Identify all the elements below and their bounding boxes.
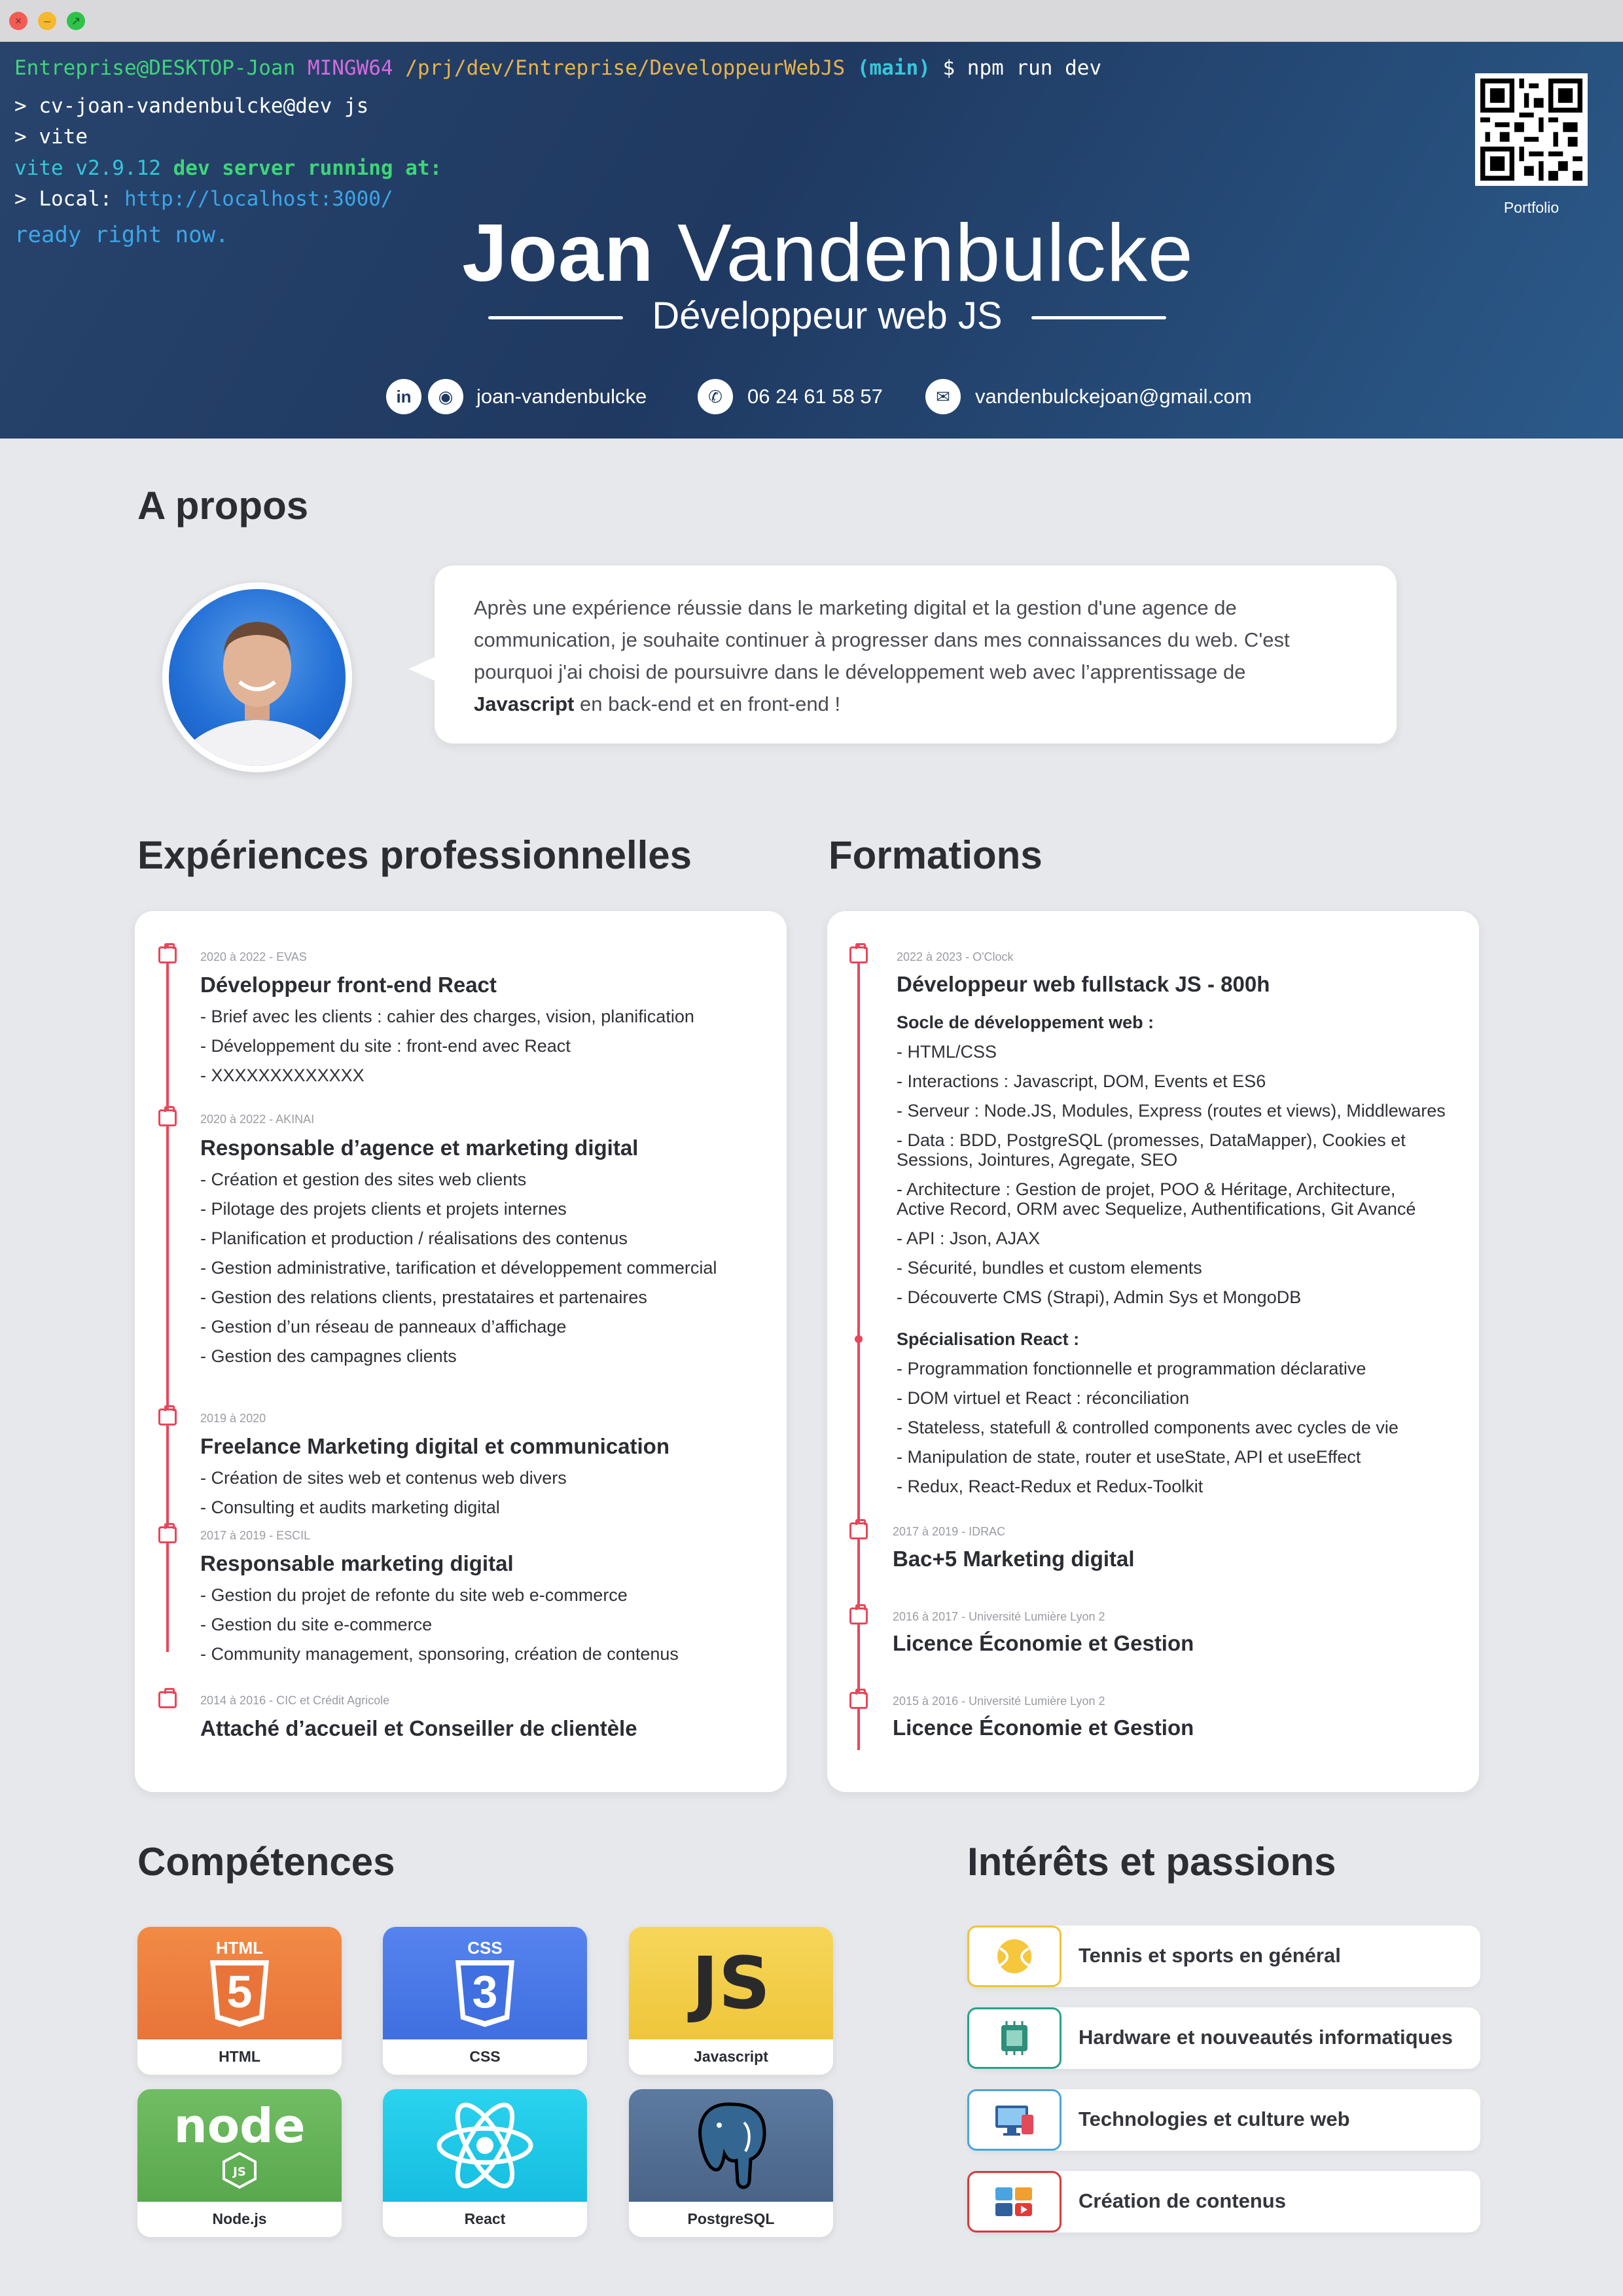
edu-subtitle: Socle de développement web : bbox=[897, 1013, 1154, 1032]
skill-react bbox=[383, 2089, 587, 2237]
exp-line: - Création de sites web et contenus web divers bbox=[200, 1468, 567, 1488]
exp-line: - Création et gestion des sites web clients bbox=[200, 1170, 527, 1189]
exp-line: - Planification et production / réalisations des contenus bbox=[200, 1229, 628, 1248]
edu-line: - Programmation fonctionnelle et programmation déclarative bbox=[897, 1359, 1366, 1378]
terminal-running: dev server running at: bbox=[173, 156, 442, 180]
exp-title: Développeur front-end React bbox=[200, 973, 497, 997]
exp-date: 2017 à 2019 - ESCIL bbox=[200, 1529, 311, 1542]
close-icon: × bbox=[14, 14, 22, 27]
exp-line: - Gestion du site e-commerce bbox=[200, 1615, 433, 1634]
about-bold: Javascript bbox=[474, 692, 575, 715]
edu-title: Bac+5 Marketing digital bbox=[893, 1547, 1135, 1571]
terminal-path: /prj/dev/Entreprise/DeveloppeurWebJS bbox=[405, 56, 846, 80]
phone-icon: ✆ bbox=[698, 379, 733, 414]
briefcase-icon bbox=[158, 1526, 177, 1543]
edu-line: Active Record, ORM avec Sequelize, Authentifications, Git Avancé bbox=[897, 1199, 1416, 1219]
edu-line: - HTML/CSS bbox=[897, 1042, 997, 1062]
terminal-prompt-line bbox=[14, 56, 1101, 80]
interest-item bbox=[967, 1926, 1480, 1987]
skill-label: HTML bbox=[219, 2048, 260, 2065]
postgresql-elephant-icon bbox=[685, 2096, 777, 2195]
exp-line: - Consulting et audits marketing digital bbox=[200, 1498, 500, 1517]
terminal-local-label: > Local: bbox=[14, 187, 113, 211]
terminal-user: Entreprise@DESKTOP-Joan bbox=[14, 56, 296, 80]
tennis-ball-icon bbox=[995, 1937, 1034, 1976]
exp-date: 2020 à 2022 - AKINAI bbox=[200, 1113, 315, 1126]
briefcase-icon bbox=[158, 1691, 177, 1708]
exp-line: - Gestion des relations clients, prestataires et partenaires bbox=[200, 1287, 647, 1307]
terminal-line-3: > vite bbox=[14, 125, 88, 149]
briefcase-icon bbox=[158, 946, 177, 963]
role-divider-right bbox=[1031, 316, 1166, 319]
exp-date: 2019 à 2020 bbox=[200, 1412, 266, 1425]
interest-icon-box bbox=[967, 2007, 1061, 2069]
edu-date: 2017 à 2019 - IDRAC bbox=[893, 1525, 1006, 1538]
skill-nodejs bbox=[137, 2089, 342, 2237]
css3-icon bbox=[449, 1934, 521, 2032]
interest-icon-box bbox=[967, 2171, 1061, 2233]
edu-date: 2015 à 2016 - Université Lumière Lyon 2 bbox=[893, 1695, 1105, 1708]
interest-label: Création de contenus bbox=[1079, 2189, 1286, 2212]
skill-react-tile bbox=[383, 2089, 587, 2202]
node-hexagon-icon bbox=[220, 2151, 259, 2190]
avatar bbox=[162, 583, 352, 772]
exp-title: Attaché d’accueil et Conseiller de clientèle bbox=[200, 1716, 637, 1740]
edu-date: 2016 à 2017 - Université Lumière Lyon 2 bbox=[893, 1610, 1105, 1623]
graduation-icon bbox=[849, 1607, 868, 1624]
react-atom-icon bbox=[433, 2100, 537, 2191]
interest-item bbox=[967, 2089, 1480, 2151]
linkedin-icon[interactable]: in bbox=[386, 379, 421, 414]
about-line-4 bbox=[474, 688, 1357, 720]
edu-line: Sessions, Jointures, Agregate, SEO bbox=[897, 1150, 1178, 1170]
edu-line: - Architecture : Gestion de projet, POO & Héritage, Architecture, bbox=[897, 1179, 1396, 1199]
interest-label: Hardware et nouveautés informatiques bbox=[1079, 2026, 1453, 2049]
terminal-vite-line bbox=[14, 156, 442, 180]
edu-line: - Manipulation de state, router et useState, API et useEffect bbox=[897, 1447, 1361, 1467]
minimize-window-button[interactable] bbox=[38, 12, 56, 30]
exp-line: - Gestion du projet de refonte du site web e-commerce bbox=[200, 1585, 628, 1605]
css-badge-text: CSS bbox=[467, 1938, 503, 1958]
about-line-3: pourquoi j'ai choisi de poursuivre dans le développement web avec l’apprentissage de bbox=[474, 660, 1246, 683]
interest-label: Tennis et sports en général bbox=[1079, 1944, 1341, 1967]
exp-line: - Gestion d’un réseau de panneaux d’affichage bbox=[200, 1317, 567, 1336]
about-end: en back-end et en front-end ! bbox=[574, 692, 841, 715]
about-line-1: Après une expérience réussie dans le marketing digital et la gestion d'une agence de bbox=[474, 596, 1237, 619]
email-icon: ✉ bbox=[925, 379, 961, 414]
cpu-chip-icon bbox=[995, 2018, 1034, 2058]
role-title: Développeur web JS bbox=[652, 295, 1003, 337]
computer-web-icon bbox=[991, 2100, 1037, 2140]
edu-line: - Data : BDD, PostgreSQL (promesses, DataMapper), Cookies et bbox=[897, 1130, 1406, 1150]
education-title: Formations bbox=[829, 833, 1043, 877]
edu-date: 2022 à 2023 - O'Clock bbox=[897, 950, 1014, 963]
role-block bbox=[488, 294, 1166, 340]
portfolio-qr-code[interactable] bbox=[1475, 73, 1588, 186]
edu-line: - Découverte CMS (Strapi), Admin Sys et MongoDB bbox=[897, 1287, 1302, 1307]
exp-line: - Pilotage des projets clients et projets internes bbox=[200, 1199, 567, 1219]
terminal-vite-version: vite v2.9.12 bbox=[14, 156, 161, 180]
last-name: Vandenbulcke bbox=[677, 208, 1194, 298]
exp-line: - Brief avec les clients : cahier des charges, vision, planification bbox=[200, 1007, 694, 1026]
briefcase-icon bbox=[158, 1408, 177, 1426]
skill-css-tile bbox=[383, 1927, 587, 2039]
edu-title: Développeur web fullstack JS - 800h bbox=[897, 972, 1270, 996]
graduation-icon bbox=[849, 946, 868, 963]
qr-code-icon bbox=[1480, 79, 1582, 181]
briefcase-icon bbox=[158, 1109, 177, 1126]
about-title: A propos bbox=[137, 484, 309, 528]
profile-photo bbox=[169, 589, 346, 766]
edu-line: - DOM virtuel et React : réconciliation bbox=[897, 1388, 1190, 1408]
education-card bbox=[827, 911, 1479, 1792]
edu-line: - Sécurité, bundles et custom elements bbox=[897, 1258, 1202, 1278]
exp-date: 2014 à 2016 - CIC et Crédit Agricole bbox=[200, 1694, 390, 1707]
node-wordmark: node bbox=[173, 2098, 306, 2153]
edu-line: - Redux, React-Redux et Redux-Toolkit bbox=[897, 1477, 1204, 1496]
interest-item bbox=[967, 2171, 1480, 2233]
node-hex-text: JS bbox=[233, 2165, 246, 2179]
social-handle: joan-vandenbulcke bbox=[476, 385, 647, 408]
experience-card bbox=[135, 911, 787, 1792]
timeline-dot bbox=[855, 1335, 863, 1343]
exp-line: - Développement du site : front-end avec React bbox=[200, 1036, 571, 1056]
experience-title: Expériences professionnelles bbox=[137, 833, 692, 877]
close-window-button[interactable] bbox=[9, 12, 27, 30]
exp-date: 2020 à 2022 - EVAS bbox=[200, 950, 307, 963]
js-glyph: JS bbox=[691, 1941, 771, 2025]
edu-line: - Interactions : Javascript, DOM, Events et ES6 bbox=[897, 1071, 1266, 1091]
candidate-name bbox=[0, 207, 1623, 300]
person-icon bbox=[169, 589, 346, 766]
edu-line: - Stateless, statefull & controlled components avec cycles de vie bbox=[897, 1418, 1399, 1437]
content-creation-icon bbox=[991, 2182, 1037, 2221]
css-glyph: 3 bbox=[472, 1966, 498, 2017]
exp-title: Responsable marketing digital bbox=[200, 1551, 514, 1575]
terminal-ready-text: ready right now. bbox=[14, 222, 229, 248]
skill-label: React bbox=[464, 2210, 506, 2227]
terminal-branch: (main) bbox=[857, 56, 931, 80]
github-icon[interactable]: ◉ bbox=[428, 379, 463, 414]
skill-label: PostgreSQL bbox=[687, 2210, 775, 2227]
email-contact[interactable] bbox=[925, 377, 1252, 416]
about-line-2: communication, je souhaite continuer à progresser dans mes connaissances du web. C'est bbox=[474, 628, 1290, 651]
qr-label: Portfolio bbox=[1503, 199, 1560, 216]
about-bubble bbox=[435, 565, 1397, 744]
interest-item bbox=[967, 2007, 1480, 2069]
skill-node-tile bbox=[137, 2089, 342, 2202]
exp-line: - Community management, sponsoring, création de contenus bbox=[200, 1644, 679, 1664]
edu-subtitle: Spécialisation React : bbox=[897, 1329, 1080, 1349]
skill-html bbox=[137, 1927, 342, 2075]
skill-js-tile bbox=[629, 1927, 833, 2039]
minimize-icon: – bbox=[43, 14, 50, 27]
exp-title: Responsable d’agence et marketing digital bbox=[200, 1136, 639, 1160]
edu-title: Licence Économie et Gestion bbox=[893, 1631, 1194, 1655]
terminal-line-2: > cv-joan-vandenbulcke@dev js bbox=[14, 94, 369, 118]
exp-title: Freelance Marketing digital et communication bbox=[200, 1434, 669, 1458]
html5-icon bbox=[204, 1934, 276, 2032]
skill-html-tile bbox=[137, 1927, 342, 2039]
graduation-icon bbox=[849, 1692, 868, 1709]
interest-label: Technologies et culture web bbox=[1079, 2108, 1350, 2130]
skill-javascript bbox=[629, 1927, 833, 2075]
edu-title: Licence Économie et Gestion bbox=[893, 1715, 1194, 1740]
skill-postgres-tile bbox=[629, 2089, 833, 2202]
terminal-local-url[interactable]: http://localhost:3000/ bbox=[124, 187, 393, 211]
skill-label: Javascript bbox=[694, 2048, 768, 2065]
skill-css bbox=[383, 1927, 587, 2075]
terminal-command: $ npm run dev bbox=[942, 56, 1102, 80]
html-badge-text: HTML bbox=[215, 1938, 264, 1958]
skills-title: Compétences bbox=[137, 1840, 395, 1884]
skill-label: CSS bbox=[469, 2048, 501, 2065]
education-timeline bbox=[857, 945, 860, 1750]
skill-label: Node.js bbox=[212, 2210, 267, 2227]
exp-line: - Gestion des campagnes clients bbox=[200, 1346, 457, 1366]
first-name: Joan bbox=[462, 208, 654, 298]
graduation-icon bbox=[849, 1522, 868, 1539]
phone-number: 06 24 61 58 57 bbox=[747, 385, 883, 408]
experience-timeline bbox=[166, 945, 169, 1652]
terminal-env: MINGW64 bbox=[307, 56, 393, 80]
edu-line: - API : Json, AJAX bbox=[897, 1229, 1041, 1248]
window-titlebar bbox=[0, 0, 1623, 42]
html-glyph: 5 bbox=[226, 1966, 253, 2017]
maximize-window-button[interactable] bbox=[67, 12, 85, 30]
cv-header bbox=[0, 42, 1623, 439]
email-address: vandenbulckejoan@gmail.com bbox=[975, 385, 1252, 408]
phone-contact[interactable] bbox=[698, 377, 883, 416]
social-contact[interactable] bbox=[386, 377, 647, 416]
edu-line: - Serveur : Node.JS, Modules, Express (routes et views), Middlewares bbox=[897, 1101, 1446, 1121]
exp-line: - XXXXXXXXXXXXX bbox=[200, 1066, 365, 1085]
maximize-icon: ↗ bbox=[71, 14, 81, 27]
skill-postgresql bbox=[629, 2089, 833, 2237]
interest-icon-box bbox=[967, 2089, 1061, 2151]
interest-icon-box bbox=[967, 1926, 1061, 1987]
exp-line: - Gestion administrative, tarification et développement commercial bbox=[200, 1258, 717, 1278]
interests-title: Intérêts et passions bbox=[967, 1840, 1336, 1884]
